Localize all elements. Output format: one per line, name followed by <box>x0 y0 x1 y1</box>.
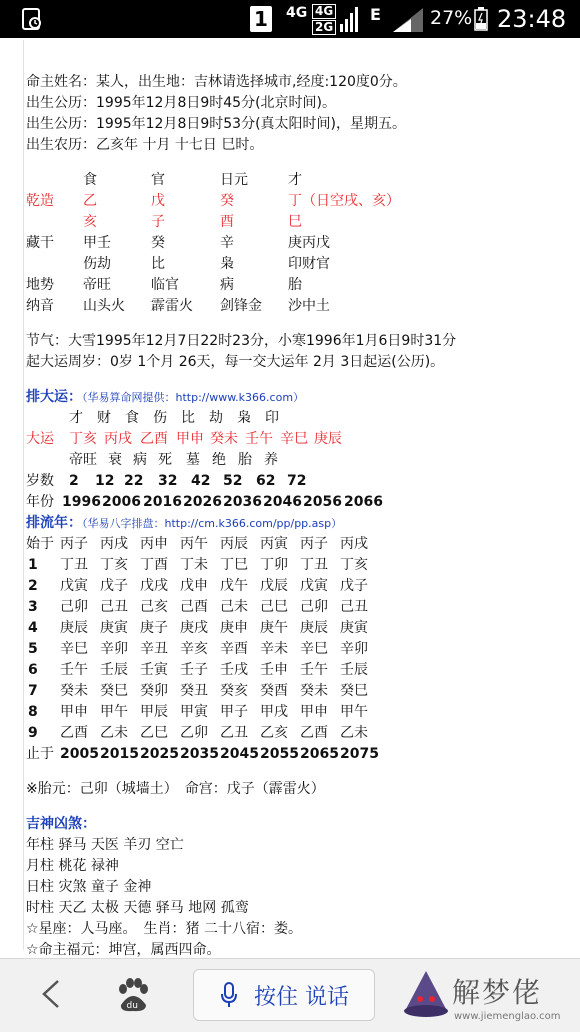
liunian-cell: 辛卯 <box>100 641 128 657</box>
spacer <box>26 800 566 814</box>
liunian-cell: 庚辰 <box>60 620 88 636</box>
liunian-cell: 丁丑 <box>60 557 88 573</box>
sim-badge: 1 <box>250 6 272 32</box>
canggan-gods-row <box>26 254 566 275</box>
liunian-cell: 戊戌 <box>140 578 168 594</box>
liunian-row <box>26 576 566 597</box>
dishi: 病 <box>220 277 234 293</box>
canggan: 甲壬 <box>83 235 111 251</box>
dayun-god: 伤 <box>153 410 167 426</box>
dayun-god: 才 <box>69 410 83 426</box>
liunian-cell: 乙亥 <box>260 725 288 741</box>
shensha-line: ☆命主福元：坤宫，属西四命。 <box>26 942 221 958</box>
dayun-god: 劫 <box>209 410 223 426</box>
dayun-year: 2046 <box>263 494 302 510</box>
shensha-line: 时柱 天乙 太极 天德 驿马 地网 孤鸾 <box>26 900 249 916</box>
liunian-cell: 庚子 <box>140 620 168 636</box>
dishi: 临官 <box>151 277 179 293</box>
liunian-end-year: 2035 <box>180 746 219 762</box>
svg-text:du: du <box>126 1001 138 1011</box>
shensha-line: 日柱 灾煞 童子 金神 <box>26 879 152 895</box>
liunian-cell: 甲戌 <box>260 704 288 720</box>
branch: 酉 <box>220 214 234 230</box>
info-line: 出生农历：乙亥年 十月 十七日 巳时。 <box>26 137 264 153</box>
shensha-line: 年柱 驿马 天医 羊刃 空亡 <box>26 837 184 853</box>
shensha-line: ☆星座：人马座。 生肖：猪 二十八宿：娄。 <box>26 921 302 937</box>
dishi: 胎 <box>288 277 302 293</box>
dayun-pillar: 丙戌 <box>104 431 132 447</box>
dayun-state: 病 <box>133 452 147 468</box>
liunian-end-year: 2055 <box>260 746 299 762</box>
liunian-cell: 甲申 <box>300 704 328 720</box>
liunian-cell: 丁酉 <box>140 557 168 573</box>
dayun-pillars-row <box>26 429 566 450</box>
ten-gods-row <box>26 170 566 191</box>
liunian-title-line <box>26 513 566 534</box>
liunian-end-year: 2065 <box>300 746 339 762</box>
canggan-row <box>26 233 566 254</box>
liunian-cell: 癸巳 <box>100 683 128 699</box>
liunian-cell: 乙丑 <box>220 725 248 741</box>
dayun-god: 财 <box>97 410 111 426</box>
canggan-god: 印财官 <box>288 256 330 272</box>
hold-to-talk-button[interactable] <box>193 969 375 1021</box>
liunian-cell: 癸丑 <box>180 683 208 699</box>
dayun-title: 排大运： <box>26 389 82 405</box>
liunian-cell: 乙未 <box>100 725 128 741</box>
liunian-end-year: 2025 <box>140 746 179 762</box>
screenshot-icon <box>20 7 44 31</box>
dayun-title-line <box>26 387 566 408</box>
liunian-cell: 丁亥 <box>100 557 128 573</box>
dayun-ages-row <box>26 471 566 492</box>
liunian-cell: 乙酉 <box>60 725 88 741</box>
liunian-cell: 己酉 <box>180 599 208 615</box>
battery-percent: 27% <box>430 7 473 29</box>
spacer <box>26 156 566 170</box>
signal-icon <box>393 8 423 32</box>
clock: 23:48 <box>497 5 567 33</box>
dishi-label: 地势 <box>26 277 54 293</box>
liunian-cell: 辛酉 <box>220 641 248 657</box>
liunian-source-link[interactable]: （华易八字排盘：http://cm.k366.com/pp/pp.asp） <box>82 517 343 530</box>
stem: 丁（日空戌、亥） <box>288 193 400 209</box>
liunian-cell: 庚寅 <box>100 620 128 636</box>
row-number: 8 <box>28 704 38 720</box>
nayin: 剑锋金 <box>220 298 262 314</box>
dayun-state: 绝 <box>212 452 226 468</box>
stems-row <box>26 191 566 212</box>
liunian-cell: 己丑 <box>340 599 368 615</box>
dayun-year: 2036 <box>223 494 262 510</box>
nayin-row <box>26 296 566 317</box>
branch: 巳 <box>288 214 302 230</box>
logo-url: www.jiemenglao.com <box>454 1011 561 1022</box>
dayun-god: 比 <box>181 410 195 426</box>
liunian-cell: 己卯 <box>60 599 88 615</box>
nayin: 山头火 <box>83 298 125 314</box>
shensha-list <box>26 835 566 961</box>
liunian-cell: 壬子 <box>180 662 208 678</box>
liunian-cell: 甲辰 <box>140 704 168 720</box>
liunian-cell: 丁未 <box>180 557 208 573</box>
dayun-state: 养 <box>264 452 278 468</box>
liunian-cell: 辛巳 <box>300 641 328 657</box>
liunian-cell: 乙未 <box>340 725 368 741</box>
liunian-cell: 庚申 <box>220 620 248 636</box>
liunian-cell: 辛亥 <box>180 641 208 657</box>
dayun-years-row <box>26 492 566 513</box>
liunian-cell: 丁卯 <box>260 557 288 573</box>
microphone-icon <box>220 982 238 1008</box>
liunian-cell: 甲午 <box>100 704 128 720</box>
dayun-year: 1996 <box>62 494 101 510</box>
dayun-age: 32 <box>158 473 178 489</box>
start-label: 始于 <box>26 536 54 552</box>
dayun-state: 胎 <box>238 452 252 468</box>
liunian-row <box>26 618 566 639</box>
dayun-source-link[interactable]: （华易算命网提供：http://www.k366.com） <box>82 391 305 404</box>
liunian-cell: 癸卯 <box>140 683 168 699</box>
liunian-row <box>26 723 566 744</box>
liunian-title: 排流年： <box>26 515 82 531</box>
dayun-gods-row <box>26 408 566 429</box>
watermark-logo <box>402 967 572 1027</box>
liunian-start-cell: 丙寅 <box>260 536 288 552</box>
nayin-label: 纳音 <box>26 298 54 314</box>
stem: 癸 <box>220 193 234 209</box>
network-type-icon <box>312 4 360 34</box>
qiyun-line: 起大运周岁：0岁 1个月 26天，每一交大运年 2月 3日起运(公历)。 <box>26 354 445 370</box>
liunian-cell: 壬戌 <box>220 662 248 678</box>
dayun-age: 12 <box>95 473 115 489</box>
liunian-cell: 壬辰 <box>340 662 368 678</box>
liunian-cell: 己丑 <box>100 599 128 615</box>
dayun-god: 枭 <box>237 410 251 426</box>
liunian-row <box>26 555 566 576</box>
qianzao-label: 乾造 <box>26 193 54 209</box>
liunian-start-cell: 丙戌 <box>340 536 368 552</box>
liunian-cell: 庚寅 <box>340 620 368 636</box>
liunian-row <box>26 639 566 660</box>
liunian-cell: 戊辰 <box>260 578 288 594</box>
liunian-table <box>26 555 566 744</box>
canggan-label: 藏干 <box>26 235 54 251</box>
year-label: 年份 <box>26 494 54 510</box>
nayin: 霹雷火 <box>151 298 193 314</box>
nayin: 沙中土 <box>288 298 330 314</box>
row-number: 9 <box>28 725 38 741</box>
liunian-start-cell: 丙辰 <box>220 536 248 552</box>
dayun-god: 食 <box>125 410 139 426</box>
info-line: 出生公历：1995年12月8日9时45分(北京时间)。 <box>26 95 336 111</box>
network-e-label: E <box>370 5 381 24</box>
liunian-cell: 辛巳 <box>60 641 88 657</box>
liunian-cell: 庚戌 <box>180 620 208 636</box>
dayun-age: 2 <box>69 473 79 489</box>
dayun-label: 大运 <box>26 431 54 447</box>
network-4g-label: 4G <box>286 5 308 21</box>
liunian-cell: 戊申 <box>180 578 208 594</box>
liunian-cell: 戊寅 <box>300 578 328 594</box>
baidu-paw-button[interactable] <box>114 977 152 1013</box>
liunian-cell: 丁巳 <box>220 557 248 573</box>
row-number: 3 <box>28 599 38 615</box>
dayun-age: 62 <box>256 473 276 489</box>
liunian-cell: 壬申 <box>260 662 288 678</box>
dishi: 帝旺 <box>83 277 111 293</box>
liunian-cell: 己亥 <box>140 599 168 615</box>
liunian-cell: 甲申 <box>60 704 88 720</box>
dayun-age: 42 <box>191 473 211 489</box>
row-number: 5 <box>28 641 38 657</box>
left-divider <box>23 40 24 950</box>
liunian-cell: 癸未 <box>300 683 328 699</box>
liunian-cell: 戊寅 <box>60 578 88 594</box>
liunian-cell: 戊午 <box>220 578 248 594</box>
branches-row <box>26 212 566 233</box>
dayun-year: 2056 <box>303 494 342 510</box>
taiyuan-line: ※胎元：己卯（城墙土） 命宫：戊子（霹雷火） <box>26 781 325 797</box>
dayun-pillar: 壬午 <box>245 431 273 447</box>
liunian-cell: 辛未 <box>260 641 288 657</box>
end-label: 止于 <box>26 746 54 762</box>
liunian-cell: 壬午 <box>60 662 88 678</box>
liunian-row <box>26 660 566 681</box>
liunian-end-year: 2015 <box>100 746 139 762</box>
liunian-cell: 庚午 <box>260 620 288 636</box>
ten-god: 才 <box>288 172 302 188</box>
dayun-year: 2006 <box>102 494 141 510</box>
branch: 子 <box>151 214 165 230</box>
liunian-start-cell: 丙戌 <box>100 536 128 552</box>
canggan-god: 比 <box>151 256 165 272</box>
liunian-cell: 己巳 <box>260 599 288 615</box>
liunian-cell: 癸亥 <box>220 683 248 699</box>
info-line: 出生公历：1995年12月8日9时53分(真太阳时间)，星期五。 <box>26 116 406 132</box>
dayun-pillar: 乙酉 <box>140 431 168 447</box>
liunian-cell: 戊子 <box>340 578 368 594</box>
liunian-start-cell: 丙午 <box>180 536 208 552</box>
row-number: 6 <box>28 662 38 678</box>
liunian-cell: 辛卯 <box>340 641 368 657</box>
status-bar <box>0 0 580 38</box>
liunian-cell: 庚辰 <box>300 620 328 636</box>
row-number: 4 <box>28 620 38 636</box>
dayun-pillar: 甲申 <box>176 431 204 447</box>
liunian-cell: 甲午 <box>340 704 368 720</box>
liunian-cell: 癸酉 <box>260 683 288 699</box>
dayun-state: 衰 <box>108 452 122 468</box>
row-number: 7 <box>28 683 38 699</box>
stem: 戊 <box>151 193 165 209</box>
signal-bars-icon <box>340 6 360 32</box>
branch: 亥 <box>83 214 97 230</box>
spacer <box>26 317 566 331</box>
liunian-cell: 丁丑 <box>300 557 328 573</box>
dayun-state: 帝旺 <box>69 452 97 468</box>
dayun-age: 52 <box>223 473 243 489</box>
spacer <box>26 373 566 387</box>
liunian-cell: 甲子 <box>220 704 248 720</box>
bottom-bar <box>0 958 580 1032</box>
dayun-state: 墓 <box>186 452 200 468</box>
liunian-cell: 辛丑 <box>140 641 168 657</box>
canggan: 癸 <box>151 235 165 251</box>
ten-god: 官 <box>151 172 165 188</box>
dayun-year: 2016 <box>143 494 182 510</box>
row-number: 1 <box>28 557 38 573</box>
liunian-cell: 乙酉 <box>300 725 328 741</box>
wizard-hat-icon <box>402 969 450 1025</box>
dayun-pillar: 庚辰 <box>314 431 342 447</box>
liunian-cell: 甲寅 <box>180 704 208 720</box>
liunian-end-year: 2075 <box>340 746 379 762</box>
liunian-cell: 壬寅 <box>140 662 168 678</box>
liunian-cell: 壬午 <box>300 662 328 678</box>
liunian-start-cell: 丙申 <box>140 536 168 552</box>
liunian-cell: 戊子 <box>100 578 128 594</box>
back-arrow-icon[interactable] <box>38 979 66 1009</box>
dayun-state: 死 <box>158 452 172 468</box>
canggan-god: 伤劫 <box>83 256 111 272</box>
dayun-states-row <box>26 450 566 471</box>
liunian-start-cell: 丙子 <box>60 536 88 552</box>
liunian-cell: 癸未 <box>60 683 88 699</box>
canggan-god: 枭 <box>220 256 234 272</box>
liunian-start-cell: 丙子 <box>300 536 328 552</box>
dayun-pillar: 丁亥 <box>69 431 97 447</box>
logo-text: 解梦佬 <box>452 976 543 1009</box>
liunian-row <box>26 681 566 702</box>
ten-god: 食 <box>83 172 97 188</box>
ten-god: 日元 <box>220 172 248 188</box>
liunian-cell: 壬辰 <box>100 662 128 678</box>
paw-icon <box>114 977 152 1013</box>
network-2g-box: 2G <box>312 20 336 35</box>
dayun-pillar: 癸未 <box>210 431 238 447</box>
liunian-end-row <box>26 744 566 765</box>
dayun-age: 22 <box>124 473 144 489</box>
dayun-year: 2066 <box>344 494 383 510</box>
shensha-title: 吉神凶煞： <box>26 816 96 832</box>
battery-icon <box>474 7 488 31</box>
canggan: 辛 <box>220 235 234 251</box>
network-4g-box: 4G <box>312 4 336 19</box>
spacer <box>26 765 566 779</box>
liunian-start-row <box>26 534 566 555</box>
dayun-age: 72 <box>287 473 307 489</box>
hold-to-talk-label: 按住 说话 <box>254 985 349 1010</box>
age-label: 岁数 <box>26 473 54 489</box>
liunian-cell: 丁亥 <box>340 557 368 573</box>
liunian-cell: 己卯 <box>300 599 328 615</box>
dishi-row <box>26 275 566 296</box>
bazi-result <box>26 72 566 961</box>
row-number: 2 <box>28 578 38 594</box>
liunian-cell: 乙巳 <box>140 725 168 741</box>
liunian-cell: 己未 <box>220 599 248 615</box>
liunian-cell: 癸巳 <box>340 683 368 699</box>
stem: 乙 <box>83 193 97 209</box>
dayun-pillar: 辛巳 <box>280 431 308 447</box>
liunian-row <box>26 597 566 618</box>
shensha-line: 月柱 桃花 禄神 <box>26 858 119 874</box>
liunian-row <box>26 702 566 723</box>
liunian-end-year: 2005 <box>60 746 99 762</box>
dayun-year: 2026 <box>183 494 222 510</box>
liunian-cell: 乙卯 <box>180 725 208 741</box>
liunian-end-year: 2045 <box>220 746 259 762</box>
canggan: 庚丙戊 <box>288 235 330 251</box>
dayun-god: 印 <box>265 410 279 426</box>
info-line: 命主姓名：某人，出生地：吉林请选择城市,经度:120度0分。 <box>26 74 407 90</box>
jieqi-line: 节气：大雪1995年12月7日22时23分，小寒1996年1月6日9时31分 <box>26 333 457 349</box>
